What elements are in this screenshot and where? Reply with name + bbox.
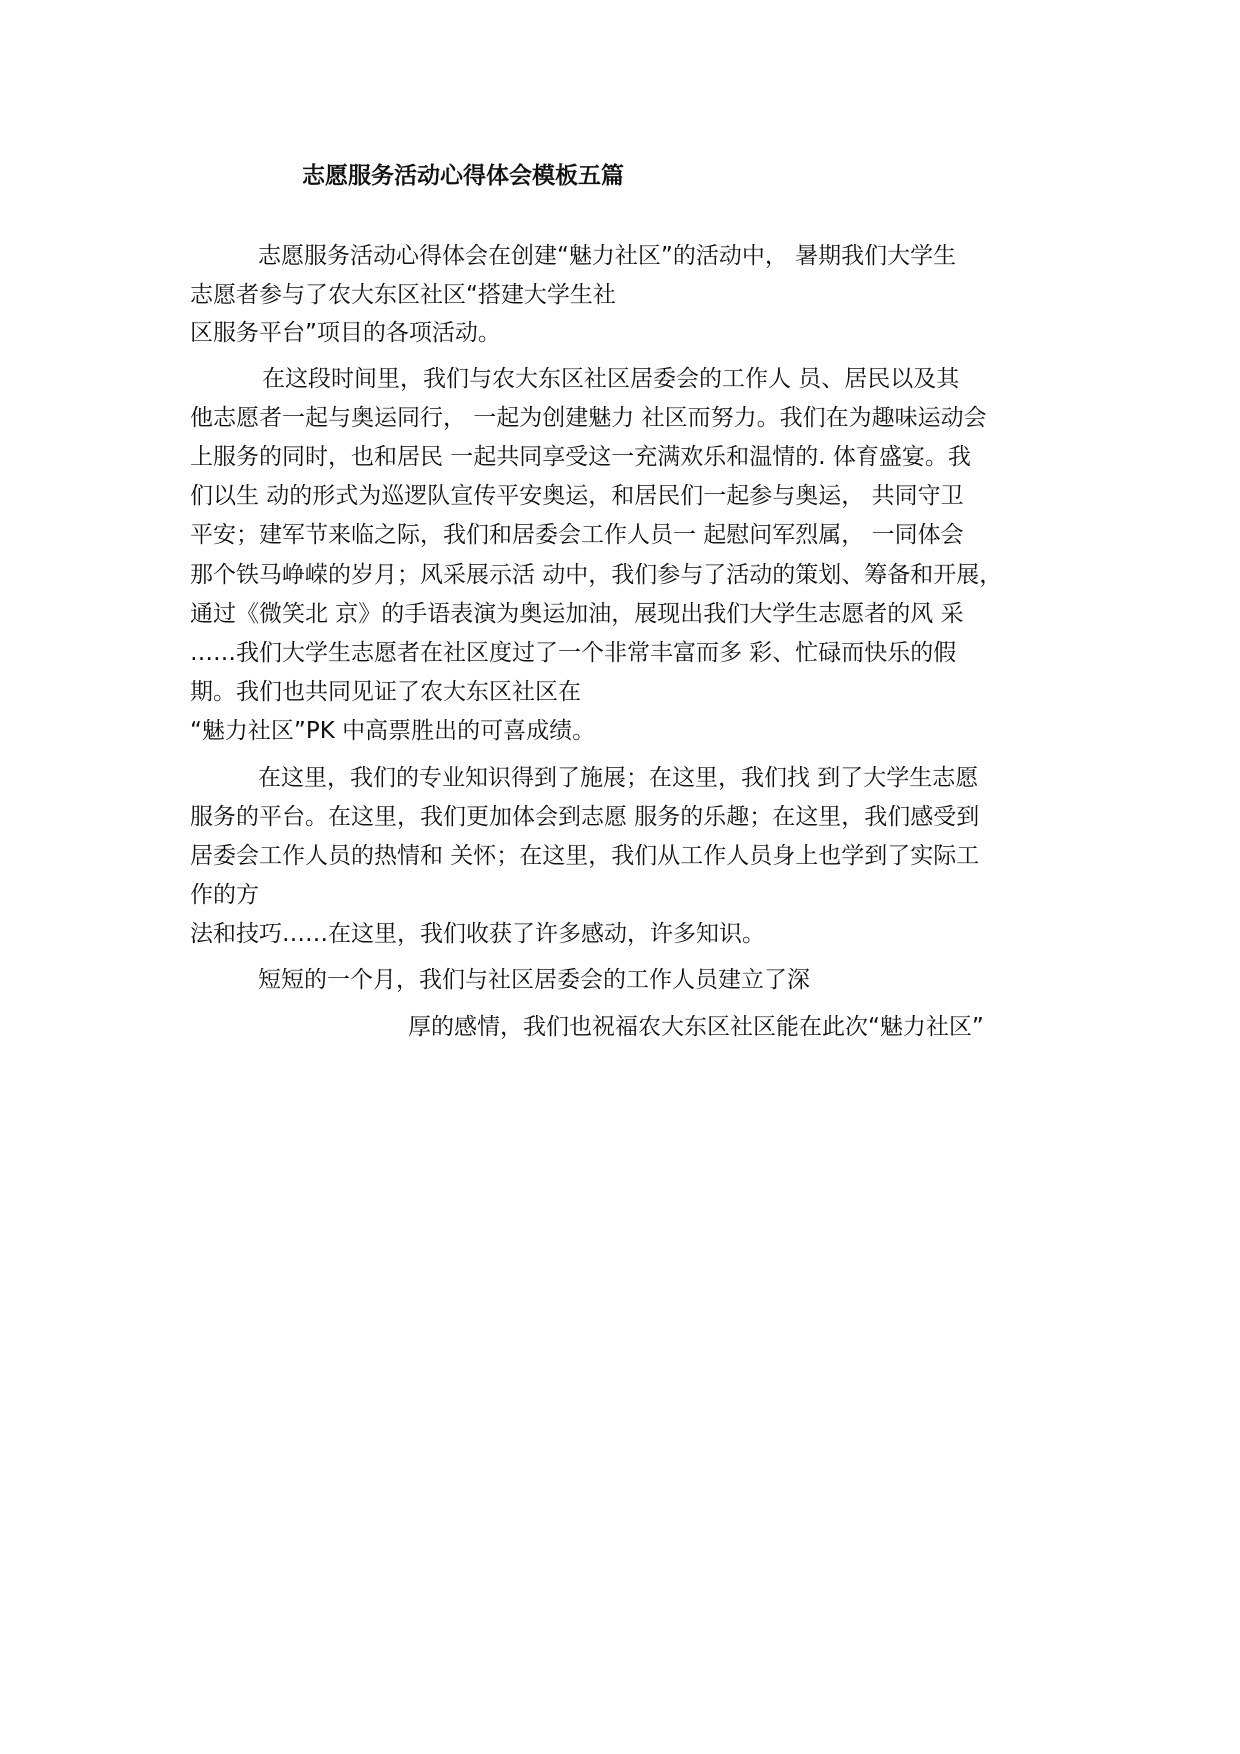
text-line: ……我们大学生志愿者在社区度过了一个非常丰富而多 彩、忙碌而快乐的假 (190, 640, 957, 666)
text-line: 短短的一个月，我们与社区居委会的工作人员建立了深 (258, 967, 810, 993)
text-line: 厚的感情，我们也祝福农大东区社区能在此次“魅力社区” (408, 1014, 984, 1040)
text-line: 在这段时间里，我们与农大东区社区居委会的工作人 员、居民以及其 (262, 366, 960, 392)
text-line: 上服务的同时，也和居民 一起共同享受这一充满欢乐和温情的. 体育盛宴。我 (190, 444, 971, 470)
text-line: 在这里，我们的专业知识得到了施展；在这里，我们找 到了大学生志愿 (258, 765, 979, 791)
text-line: 那个铁马峥嵘的岁月；风采展示活 动中，我们参与了活动的策划、筹备和开展， (190, 562, 1003, 588)
text-line: 他志愿者一起与奥运同行， 一起为创建魅力 社区而努力。我们在为趣味运动会 (190, 405, 987, 431)
text-line: 通过《微笑北 京》的手语表演为奥运加油，展现出我们大学生志愿者的风 采 (190, 601, 964, 627)
text-line: 志愿服务活动心得体会在创建“魅力社区”的活动中， 暑期我们大学生 (258, 243, 957, 269)
text-line: 居委会工作人员的热情和 关怀；在这里，我们从工作人员身上也学到了实际工 (190, 843, 980, 869)
text-line: 作的方 (190, 882, 259, 908)
text-line: 区服务平台”项目的各项活动。 (190, 320, 501, 346)
document-title: 志愿服务活动心得体会模板五篇 (302, 163, 624, 189)
text-line: 们以生 动的形式为巡逻队宣传平安奥运，和居民们一起参与奥运， 共同守卫 (190, 483, 964, 509)
text-line: 平安；建军节来临之际，我们和居委会工作人员一 起慰问军烈属， 一同体会 (190, 522, 964, 548)
text-line: 服务的平台。在这里，我们更加体会到志愿 服务的乐趣；在这里，我们感受到 (190, 804, 980, 830)
text-line: 法和技巧……在这里，我们收获了许多感动，许多知识。 (190, 921, 765, 947)
text-line: 期。我们也共同见证了农大东区社区在 (190, 679, 581, 705)
text-line: 志愿者参与了农大东区社区“搭建大学生社 (190, 282, 616, 308)
text-line: “魅力社区”PK 中高票胜出的可喜成绩。 (190, 718, 596, 744)
